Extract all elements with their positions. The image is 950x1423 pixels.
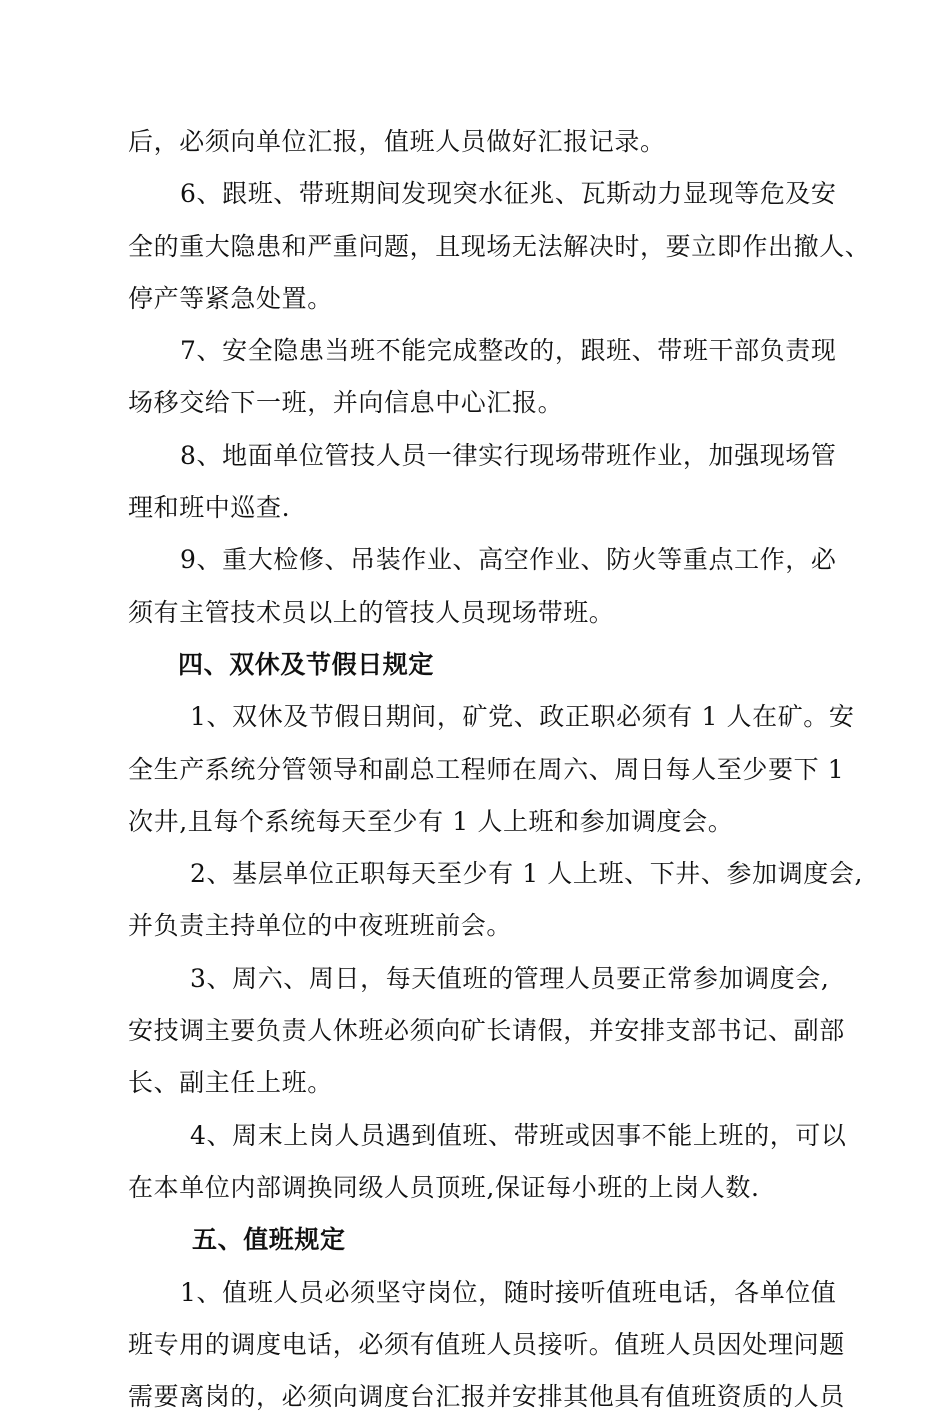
paragraph-line: 6、跟班、带班期间发现突水征兆、瓦斯动力显现等危及安 [180, 179, 837, 209]
paragraph-line: 次井,且每个系统每天至少有 1 人上班和参加调度会。 [128, 806, 734, 836]
paragraph-line: 1、双休及节假日期间，矿党、政正职必须有 1 人在矿。安 [190, 702, 855, 732]
paragraph-line: 停产等紧急处置。 [128, 283, 333, 313]
paragraph-line: 须有主管技术员以上的管技人员现场带班。 [128, 597, 615, 627]
paragraph-line: 全的重大隐患和严重问题，且现场无法解决时，要立即作出撤人、 [128, 231, 871, 261]
paragraph-line: 班专用的调度电话，必须有值班人员接听。值班人员因处理问题 [128, 1329, 845, 1359]
paragraph-line: 场移交给下一班，并向信息中心汇报。 [128, 388, 564, 418]
paragraph-line: 安技调主要负责人休班必须向矿长请假，并安排支部书记、副部 [128, 1016, 845, 1046]
paragraph-line: 理和班中巡查. [128, 493, 291, 523]
document-body [128, 116, 871, 1423]
paragraph-line: 4、周末上岗人员遇到值班、带班或因事不能上班的，可以 [190, 1120, 847, 1150]
paragraph-line: 7、安全隐患当班不能完成整改的，跟班、带班干部负责现 [180, 336, 837, 366]
paragraph-line: 3、周六、周日，每天值班的管理人员要正常参加调度会, [190, 963, 830, 993]
paragraph-line: 9、重大检修、吊装作业、高空作业、防火等重点工作，必 [180, 545, 837, 575]
section-heading: 五、值班规定 [192, 1225, 346, 1255]
section-heading: 四、双休及节假日规定 [178, 649, 435, 679]
paragraph-line: 并负责主持单位的中夜班班前会。 [128, 911, 513, 941]
paragraph-line: 1、值班人员必须坚守岗位，随时接听值班电话，各单位值 [180, 1277, 837, 1307]
paragraph-line: 长、副主任上班。 [128, 1068, 333, 1098]
paragraph-line: 全生产系统分管领导和副总工程师在周六、周日每人至少要下 1 [128, 754, 845, 784]
paragraph-line: 需要离岗的，必须向调度台汇报并安排其他具有值班资质的人员 [128, 1382, 845, 1412]
paragraph-line: 8、地面单位管技人员一律实行现场带班作业，加强现场管 [180, 440, 837, 470]
paragraph-line: 在本单位内部调换同级人员顶班,保证每小班的上岗人数. [128, 1172, 760, 1202]
paragraph-line: 2、基层单位正职每天至少有 1 人上班、下井、参加调度会, [190, 859, 864, 889]
paragraph-line: 后，必须向单位汇报，值班人员做好汇报记录。 [128, 127, 666, 156]
